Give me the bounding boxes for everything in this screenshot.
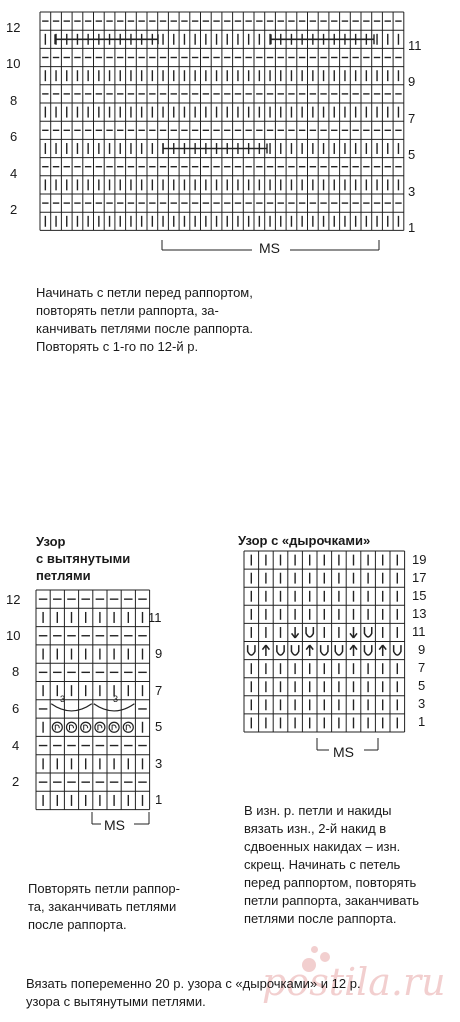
row-number: 12 — [6, 592, 21, 607]
row-number: 1 — [155, 792, 163, 807]
stitch-count-label: 3 — [60, 694, 66, 704]
row-number: 8 — [10, 93, 18, 108]
row-number: 5 — [408, 147, 416, 162]
instruction-line: канчивать петлями после раппорта. — [36, 321, 253, 336]
yarn-over-symbol — [394, 645, 401, 655]
row-number: 6 — [12, 701, 20, 716]
instruction-line: повторять петли раппорта, за- — [36, 303, 219, 318]
footer-line: Вязать попеременно 20 р. узора с «дырочками» и 12 р. — [26, 976, 361, 991]
yarn-over-symbol — [306, 627, 313, 637]
yarn-over-symbol — [364, 627, 371, 637]
loop-inner-symbol — [98, 725, 102, 730]
chart2-title-line: Узор — [36, 534, 66, 549]
decrease-arrow-head — [266, 645, 270, 650]
row-number: 8 — [12, 664, 20, 679]
row-number: 9 — [408, 74, 416, 89]
decrease-arrow-head — [354, 633, 358, 638]
gather-arc — [94, 704, 135, 711]
decrease-arrow-head — [379, 645, 383, 650]
chart3-title: Узор с «дырочками» — [238, 533, 371, 548]
loop-inner-symbol — [126, 725, 130, 730]
decrease-arrow-head — [306, 645, 310, 650]
row-number: 17 — [412, 570, 427, 585]
instruction-line: петли раппорта, заканчивать — [244, 893, 419, 908]
instruction-line: та, заканчивать петлями — [28, 899, 177, 914]
row-number: 7 — [418, 660, 426, 675]
decrease-arrow-head — [295, 633, 299, 638]
instruction-line: скрещ. Начинать с петель — [244, 857, 401, 872]
row-number: 3 — [408, 184, 416, 199]
chart2-title-line: с вытянутыми — [36, 551, 131, 566]
gather-arc — [51, 704, 92, 711]
instruction-line: Повторять петли раппор- — [28, 881, 180, 896]
row-number: 11 — [148, 610, 162, 625]
row-number: 10 — [6, 628, 21, 643]
elongated-loop-symbol — [123, 722, 133, 732]
decrease-arrow-head — [292, 633, 296, 638]
row-number: 6 — [10, 129, 18, 144]
row-number: 4 — [10, 166, 18, 181]
row-number: 15 — [412, 588, 427, 603]
decrease-arrow-head — [350, 633, 354, 638]
loop-inner-symbol — [84, 725, 88, 730]
instruction-line: после раппорта. — [28, 917, 127, 932]
instruction-line: В изн. р. петли и накиды — [244, 803, 392, 818]
chart2-title-line: петлями — [36, 568, 91, 583]
row-number: 3 — [418, 696, 426, 711]
instruction-line: петлями после раппорта. — [244, 911, 397, 926]
footer-line: узора с вытянутыми петлями. — [26, 994, 206, 1009]
elongated-loop-symbol — [81, 722, 91, 732]
row-number: 3 — [155, 756, 163, 771]
instruction-line: перед раппортом, повторять — [244, 875, 417, 890]
elongated-loop-symbol — [67, 722, 77, 732]
row-number: 2 — [12, 774, 20, 789]
elongated-loop-symbol — [109, 722, 119, 732]
row-number: 11 — [408, 38, 422, 53]
decrease-arrow-head — [262, 645, 266, 650]
yarn-over-symbol — [364, 645, 371, 655]
row-number: 12 — [6, 20, 21, 35]
yarn-over-symbol — [321, 645, 328, 655]
watermark-text: postila.ru — [262, 960, 446, 1004]
repeat-label: MS — [104, 817, 125, 833]
loop-inner-symbol — [55, 725, 59, 730]
row-number: 1 — [418, 714, 426, 729]
decrease-arrow-head — [310, 645, 314, 650]
row-number: 9 — [418, 642, 426, 657]
yarn-over-symbol — [291, 645, 298, 655]
loop-inner-symbol — [70, 725, 74, 730]
stitch-count-label: 3 — [113, 694, 119, 704]
row-number: 19 — [412, 552, 427, 567]
row-number: 2 — [10, 202, 18, 217]
row-number: 1 — [408, 220, 416, 235]
elongated-loop-symbol — [95, 722, 105, 732]
knitting-chart-1 — [0, 0, 460, 260]
elongated-loop-symbol — [52, 722, 62, 732]
row-number: 13 — [412, 606, 427, 621]
repeat-label: MS — [259, 240, 280, 256]
row-number: 10 — [6, 56, 21, 71]
yarn-over-symbol — [248, 645, 255, 655]
row-number: 7 — [155, 683, 163, 698]
row-number: 9 — [155, 646, 163, 661]
instruction-line: Начинать с петли перед раппортом, — [36, 285, 253, 300]
repeat-label: MS — [333, 744, 354, 760]
row-number: 11 — [412, 624, 426, 639]
row-number: 7 — [408, 111, 416, 126]
row-number: 4 — [12, 738, 20, 753]
instruction-line: сдвоенных накидах – изн. — [244, 839, 401, 854]
loop-inner-symbol — [112, 725, 116, 730]
decrease-arrow-head — [383, 645, 387, 650]
decrease-arrow-head — [354, 645, 358, 650]
yarn-over-symbol — [277, 645, 284, 655]
decrease-arrow-head — [350, 645, 354, 650]
row-number: 5 — [155, 719, 163, 734]
instruction-line: вязать изн., 2-й накид в — [244, 821, 387, 836]
instruction-line: Повторять с 1-го по 12-й р. — [36, 339, 199, 354]
row-number: 5 — [418, 678, 426, 693]
yarn-over-symbol — [335, 645, 342, 655]
